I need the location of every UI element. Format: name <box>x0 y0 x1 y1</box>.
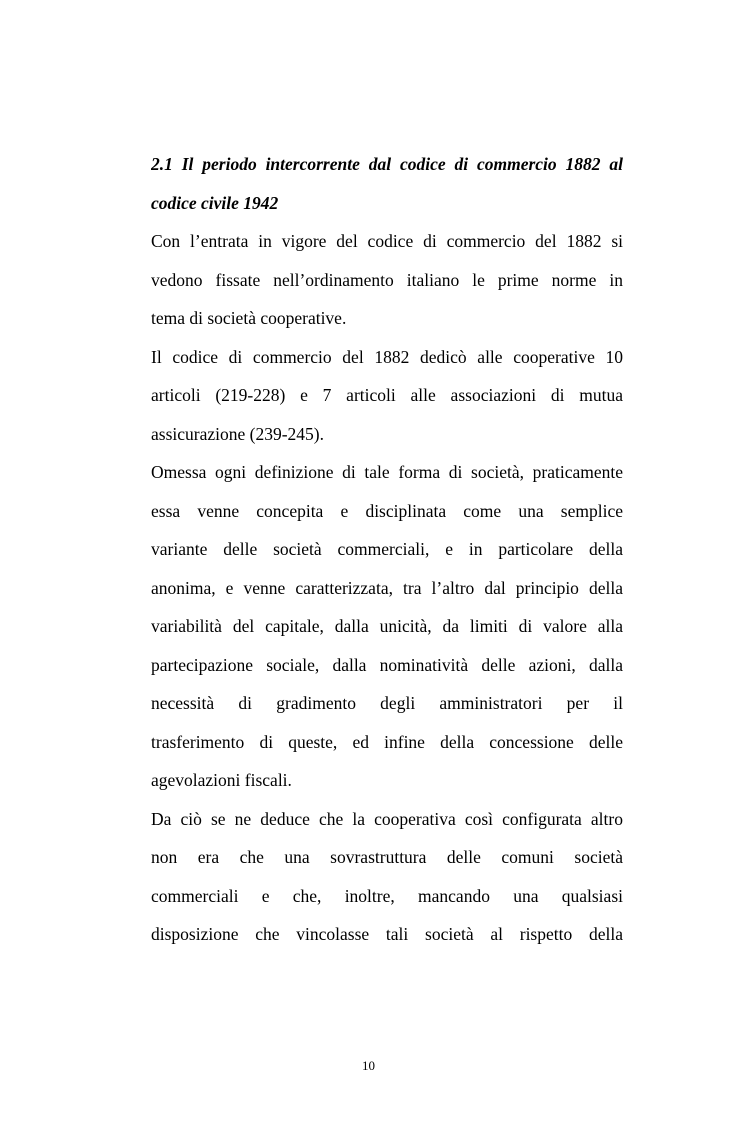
paragraph-line: Omessa ogni definizione di tale forma di società, praticamente <box>151 462 623 482</box>
page-number: 10 <box>362 1058 375 1073</box>
paragraph-line: Da ciò se ne deduce che la cooperativa così configurata altro <box>151 808 623 829</box>
heading-line-1: 2.1 Il periodo intercorrente dal codice di commercio 1882 al <box>151 154 623 174</box>
paragraph-line: variabilità del capitale, dalla unicità, da limiti di valore alla <box>151 616 623 636</box>
paragraph-2 <box>151 338 623 454</box>
paragraph-3 <box>151 453 623 800</box>
paragraph-line: Con l’entrata in vigore del codice di commercio del 1882 si <box>151 231 623 251</box>
paragraph-line: non era che una sovrastruttura delle comuni società <box>151 847 623 867</box>
paragraph-line: vedono fissate nell’ordinamento italiano le prime norme in <box>151 269 623 290</box>
paragraph-line: essa venne concepita e disciplinata come una semplice <box>151 500 623 521</box>
paragraph-line: necessità di gradimento degli amministratori per il <box>151 693 623 713</box>
paragraph-line: assicurazione (239-245). <box>151 423 324 444</box>
paragraph-line: commerciali e che, inoltre, mancando una qualsiasi <box>151 885 623 906</box>
paragraph-line: Il codice di commercio del 1882 dedicò alle cooperative 10 <box>151 346 623 367</box>
document-page <box>151 145 623 954</box>
paragraph-line: partecipazione sociale, dalla nominatività delle azioni, dalla <box>151 654 623 675</box>
paragraph-1 <box>151 222 623 338</box>
paragraph-line: trasferimento di queste, ed infine della concessione delle <box>151 731 623 752</box>
paragraph-line: variante delle società commerciali, e in particolare della <box>151 539 623 559</box>
paragraph-line: agevolazioni fiscali. <box>151 770 292 790</box>
paragraph-line: tema di società cooperative. <box>151 308 347 328</box>
paragraph-line: anonima, e venne caratterizzata, tra l’altro dal principio della <box>151 577 623 598</box>
heading-line-2: codice civile 1942 <box>151 192 279 213</box>
paragraph-line: disposizione che vincolasse tali società al rispetto della <box>151 924 623 944</box>
paragraph-4 <box>151 800 623 954</box>
section-heading <box>151 145 623 222</box>
paragraph-line: articoli (219-228) e 7 articoli alle associazioni di mutua <box>151 385 623 405</box>
